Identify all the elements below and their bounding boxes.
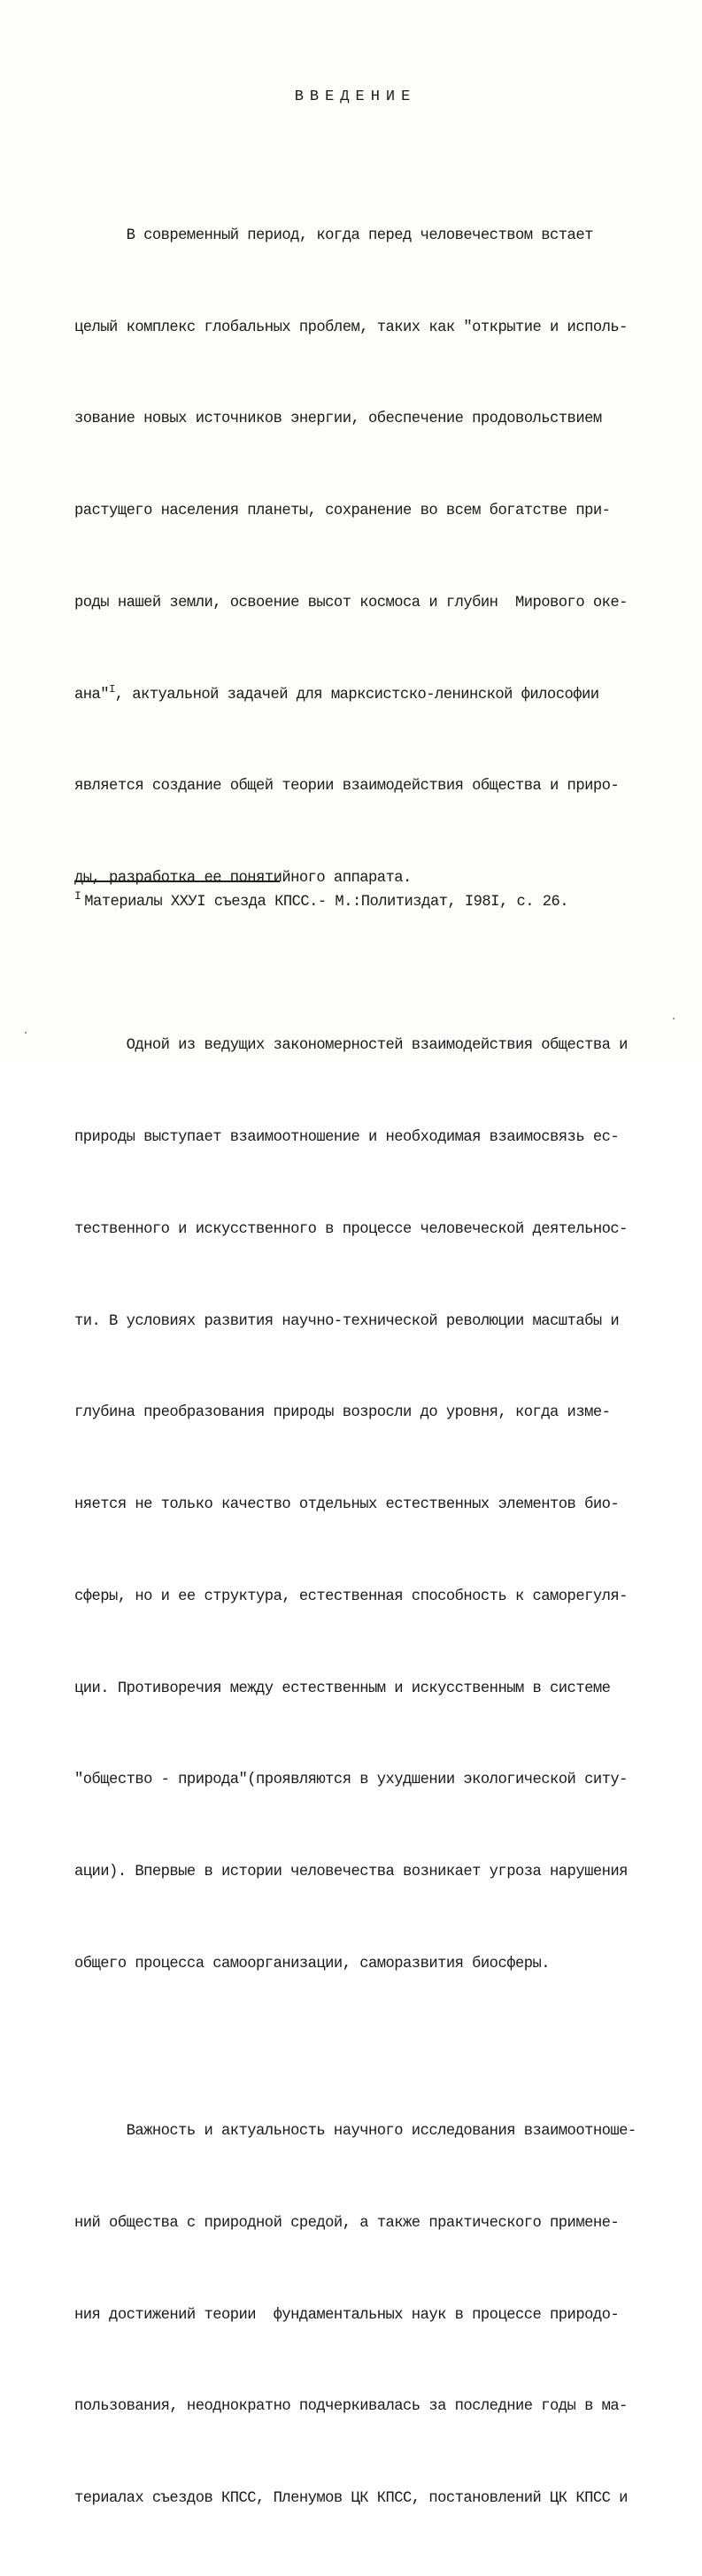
text-line: "общество - природа"(проявляются в ухудшении экологической ситу- xyxy=(74,1772,628,1789)
text-line: пользования, неоднократно подчеркивалась за последние годы в ма- xyxy=(74,2398,628,2416)
footnote-divider xyxy=(74,880,280,882)
text-segment: ана" xyxy=(74,686,110,704)
text-line: Одной из ведущих закономерностей взаимодействия общества и xyxy=(74,1037,628,1055)
text-line: глубина преобразования природы возросли до уровня, когда изме- xyxy=(74,1404,611,1422)
body-text xyxy=(74,129,676,2576)
text-line: тественного и искусственного в процессе человеческой деятельнос- xyxy=(74,1220,628,1238)
text-line: роды нашей земли, освоение высот космоса и глубин Мирового оке- xyxy=(74,594,628,611)
text-line: зование новых источников энергии, обеспечение продовольствием xyxy=(74,411,602,428)
text-line: териалах съездов КПСС, Пленумов ЦК КПСС, постановлений ЦК КПСС и xyxy=(74,2490,628,2508)
text-line: ти. В условиях развития научно-технической революции масштабы и xyxy=(74,1312,620,1330)
text-line: ний общества с природной средой, а также практического примене- xyxy=(74,2214,620,2232)
text-line: целый комплекс глобальных проблем, таких как "открытие и исполь- xyxy=(74,319,628,336)
text-line: природы выступает взаимоотношение и необходимая взаимосвязь ес- xyxy=(74,1129,620,1146)
text-line: растущего населения планеты, сохранение во всем богатстве при- xyxy=(74,503,611,520)
text-line: ации). Впервые в истории человечества возникает угроза нарушения xyxy=(74,1864,628,1881)
text-line: ния достижений теории фундаментальных наук в процессе природо- xyxy=(74,2306,620,2324)
footnote-text: Материалы XXУI съезда КПСС.- М.:Политиздат, I98I, с. 26. xyxy=(84,894,569,911)
footnote-mark: I xyxy=(74,889,81,903)
page-title: ВВЕДЕНИЕ xyxy=(294,88,417,105)
text-line: Важность и актуальность научного исследования взаимоотноше- xyxy=(74,2123,636,2140)
scan-speck xyxy=(25,1032,27,1034)
footnote xyxy=(74,889,569,911)
text-line: сферы, но и ее структура, естественная способность к саморегуля- xyxy=(74,1588,628,1605)
text-line-with-footnote-ref xyxy=(74,681,676,711)
text-line: ды, разработка ее понятийного аппарата. xyxy=(74,870,412,888)
text-line: является создание общей теории взаимодействия общества и приро- xyxy=(74,778,620,796)
text-line: няется не только качество отдельных естественных элементов био- xyxy=(74,1496,620,1514)
text-line: В современный период, когда перед человечеством встает xyxy=(74,227,593,244)
text-line: ции. Противоречия между естественным и искусственным в системе xyxy=(74,1680,611,1697)
text-segment: , актуальной задачей для марксистско-ленинской философии xyxy=(114,686,599,704)
footnote-reference: I xyxy=(109,682,115,696)
text-line: общего процесса самоорганизации, саморазвития биосферы. xyxy=(74,1956,551,1973)
scan-speck xyxy=(673,1018,675,1019)
